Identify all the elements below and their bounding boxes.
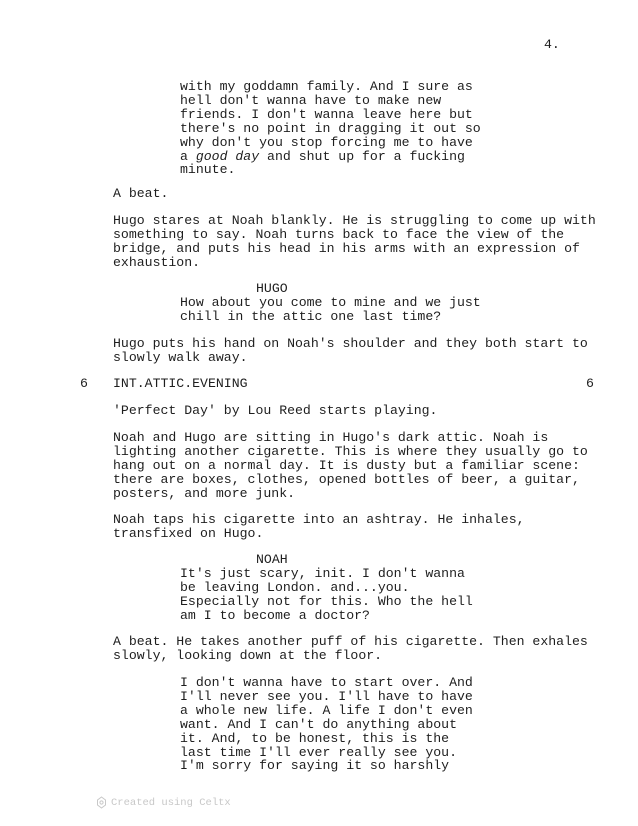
character-name-noah: NOAH xyxy=(256,552,288,567)
emphasis-good-day: good day xyxy=(195,148,260,164)
action-attic: Noah and Hugo are sitting in Hugo's dark attic. Noah is lighting another cigarette. This is where they usually go to hang out on a normal day. It is dusty but a familiar scene: there are boxes, clothes, opened bottles of beer, a guitar, posters, and more junk. xyxy=(113,430,588,501)
action-hugo-hand: Hugo puts his hand on Noah's shoulder and they both start to slowly walk away. xyxy=(113,336,588,365)
scene-number-left: 6 xyxy=(80,376,88,391)
character-name-hugo: HUGO xyxy=(256,281,288,296)
dialogue-continued-top: with my goddamn family. And I sure as hell don't wanna have to make new friends. I don't wanna leave here but there's no point in dragging it out so why don't you stop forcing me to have a good day and shut up for a fucking minute. xyxy=(180,79,481,178)
action-noah-taps: Noah taps his cigarette into an ashtray. He inhales, transfixed on Hugo. xyxy=(113,512,525,541)
celtx-logo-icon xyxy=(96,796,107,809)
scene-number-right: 6 xyxy=(586,376,594,391)
footer-text: Created using Celtx xyxy=(111,796,231,809)
dialogue-noah-continued: I don't wanna have to start over. And I'll never see you. I'll have to have a whole new life. A life I don't even want. And I can't do anything about it. And, to be honest, this is the last time I'll ever really see you. I'm sorry for saying it so harshly xyxy=(180,675,473,774)
dialogue-noah: It's just scary, init. I don't wanna be leaving London. and...you. Especially not for this. Who the hell am I to become a doctor? xyxy=(180,566,473,623)
dialogue-hugo: How about you come to mine and we just chill in the attic one last time? xyxy=(180,295,481,324)
footer-watermark xyxy=(96,796,231,809)
action-song: 'Perfect Day' by Lou Reed starts playing. xyxy=(113,403,438,418)
action-beat: A beat. xyxy=(113,186,169,201)
scene-heading: INT.ATTIC.EVENING xyxy=(113,376,248,391)
action-hugo-stares: Hugo stares at Noah blankly. He is struggling to come up with something to say. Noah turns back to face the view of the bridge, and puts his head in his arms with an expression of exhaustion. xyxy=(113,213,596,270)
page-number: 4. xyxy=(544,37,560,52)
action-beat-puff: A beat. He takes another puff of his cigarette. Then exhales slowly, looking down at the floor. xyxy=(113,634,588,663)
